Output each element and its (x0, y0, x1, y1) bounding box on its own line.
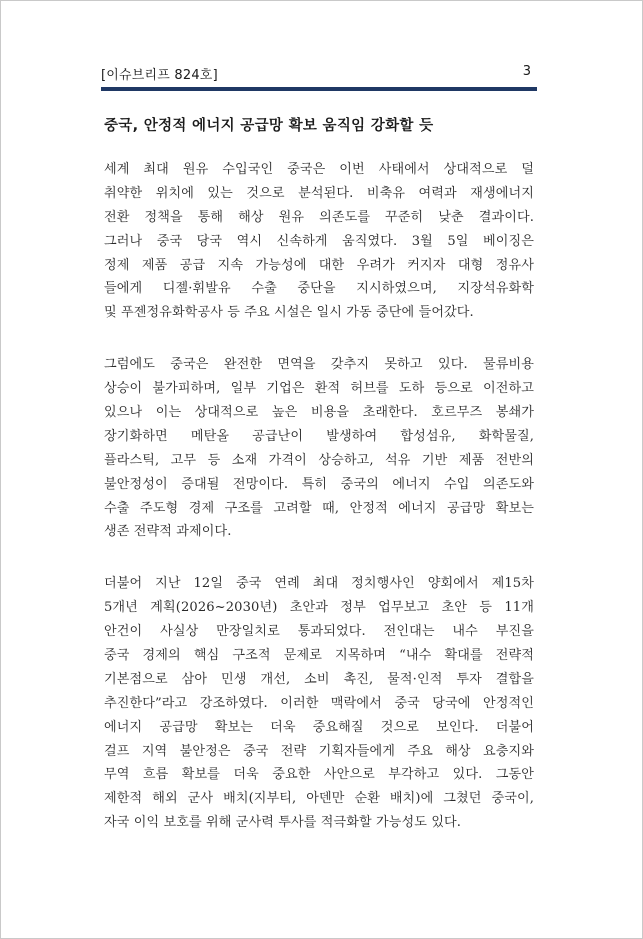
text-line: 중국 경제의 핵심 구조적 문제로 지목하며 “내수 확대를 전략적 (104, 648, 534, 664)
text-line: 생존 전략적 과제이다. (104, 524, 232, 540)
text-line: 전환 정책을 통해 해상 원유 의존도를 꾸준히 낮춘 결과이다. (104, 209, 534, 225)
issue-brief-title: [이슈브리프 824호] (101, 68, 218, 83)
text-line: 추진한다”라고 강조하였다. 이러한 맥락에서 중국 당국에 안정적인 (104, 695, 534, 711)
text-line: 세계 최대 원유 수입국인 중국은 이번 사태에서 상대적으로 덜 (104, 162, 534, 177)
page-header (101, 64, 535, 84)
text-line: 더불어 지난 12일 중국 연례 최대 정치행사인 양회에서 제15차 (104, 576, 534, 592)
text-line: 상승이 불가피하며, 일부 기업은 환적 허브를 도하 등으로 이전하고 (104, 381, 534, 397)
text-line: 제한적 해외 군사 배치(지부티, 아덴만 순환 배치)에 그쳤던 중국이, (104, 791, 534, 807)
text-line: 들에게 디젤·휘발유 수출 중단을 지시하였으며, 지장석유화학 (104, 281, 534, 297)
text-line: 불안정성이 증대될 전망이다. 특히 중국의 에너지 수입 의존도와 (104, 476, 534, 492)
text-line: 취약한 위치에 있는 것으로 분석된다. 비축유 여력과 재생에너지 (104, 185, 534, 201)
text-line: 자국 이익 보호를 위해 군사력 투사를 적극화할 가능성도 있다. (104, 815, 462, 831)
header-rule (101, 87, 537, 91)
section-heading: 중국, 안정적 에너지 공급망 확보 움직임 강화할 듯 (104, 118, 434, 134)
text-line: 장기화하면 메탄올 공급난이 발생하여 합성섬유, 화학물질, (104, 428, 534, 444)
text-line: 및 푸젠정유화학공사 등 주요 시설은 일시 가동 중단에 들어갔다. (104, 305, 474, 321)
text-line: 에너지 공급망 확보는 더욱 중요해질 것으로 보인다. 더불어 (104, 719, 534, 735)
text-line: 정제 제품 공급 지속 가능성에 대한 우려가 커지자 대형 정유사 (104, 257, 534, 273)
text-line: 5개년 계획(2026~2030년) 초안과 정부 업무보고 초안 등 11개 (104, 600, 534, 616)
text-line: 있으나 이는 상대적으로 높은 비용을 초래한다. 호르무즈 봉쇄가 (104, 405, 534, 421)
text-line: 수출 주도형 경제 구조를 고려할 때, 안정적 에너지 공급망 확보는 (104, 500, 534, 516)
body-text (104, 158, 534, 863)
text-line: 플라스틱, 고무 등 소재 가격이 상승하고, 석유 기반 제품 전반의 (104, 452, 534, 468)
text-line: 그러나 중국 당국 역시 신속하게 움직였다. 3월 5일 베이징은 (104, 233, 534, 249)
paragraph-3 (104, 572, 534, 835)
text-line: 걸프 지역 불안정은 중국 전략 기획자들에게 주요 해상 요충지와 (104, 743, 534, 759)
text-line: 안건이 사실상 만장일치로 통과되었다. 전인대는 내수 부진을 (104, 624, 534, 640)
page-number: 3 (522, 64, 531, 79)
text-line: 기본점으로 삼아 민생 개선, 소비 촉진, 물적·인적 투자 결합을 (104, 671, 534, 687)
paragraph-2 (104, 353, 534, 544)
text-line: 그럼에도 중국은 완전한 면역을 갖추지 못하고 있다. 물류비용 (104, 357, 534, 373)
text-line: 무역 흐름 확보를 더욱 중요한 사안으로 부각하고 있다. 그동안 (104, 767, 534, 783)
paragraph-1 (104, 158, 534, 325)
